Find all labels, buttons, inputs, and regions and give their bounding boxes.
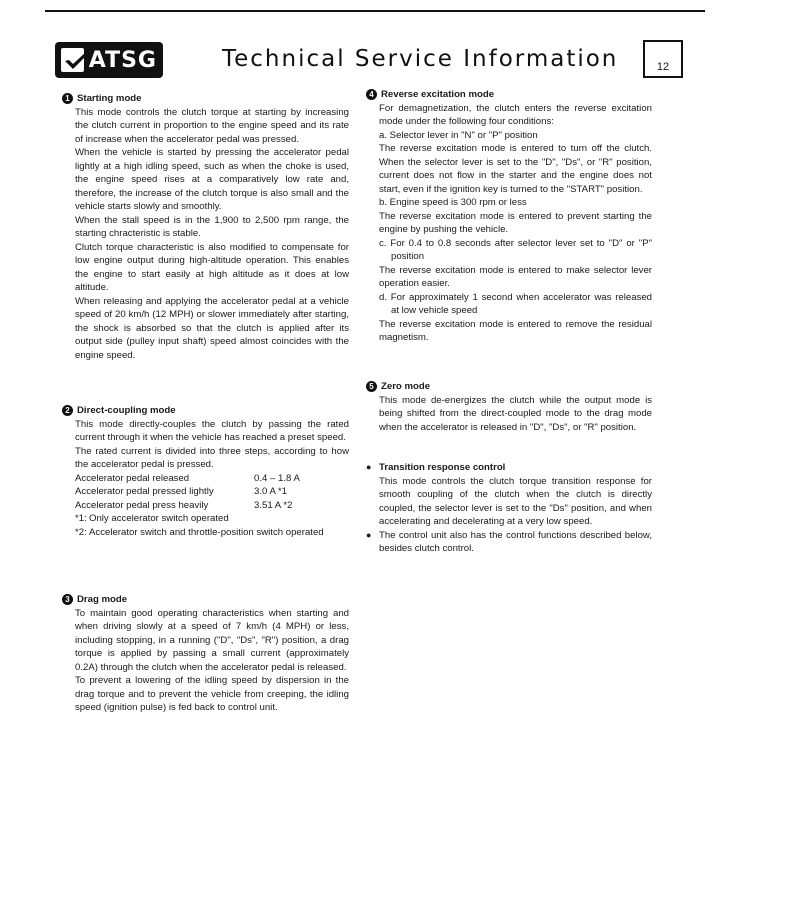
section-heading [366, 88, 652, 102]
current-table-row [75, 472, 349, 486]
footnote-key: *1: [75, 513, 87, 524]
section-title: Zero mode [381, 381, 431, 392]
current-table-row [75, 499, 349, 513]
paragraph: To maintain good operating characteristics when starting and when driving slowly at a speed of 7 km/h (4 MPH) or less, including stopping, in a running ("D", "Ds", "R") position, a drag torque is applied by passing a small current (approximately 0.2A) through the clutch when the accelerator pedal is released. [75, 607, 349, 673]
footnote-key: *2: [75, 526, 87, 538]
section-heading [62, 593, 349, 607]
page-title: Technical Service Information [222, 46, 619, 72]
section-transition-response-control [366, 461, 652, 556]
paragraph: The reverse excitation mode is entered to make selector lever operation easier. [379, 264, 652, 289]
row-value: 0.4 – 1.8 A [254, 472, 300, 484]
paragraph: When the vehicle is started by pressing the accelerator pedal lightly at a high idling speed, such as when the choke is used, the engine speed rises at a comparatively low rate and, therefore, the increase of the clutch torque is also small and the vehicle starts slowly and smoothly. [75, 147, 349, 212]
section-starting-mode [62, 92, 349, 362]
condition-item: c. For 0.4 to 0.8 seconds after selector lever set to "D" or "P" position [379, 237, 652, 262]
footnote-text: Only accelerator switch operated [89, 513, 229, 524]
top-rule [45, 10, 705, 12]
section-direct-coupling-mode [62, 404, 349, 539]
section-title: Reverse excitation mode [381, 89, 495, 100]
bullet-icon: ● [366, 529, 372, 540]
footnote [75, 512, 349, 526]
paragraph: When the stall speed is in the 1,900 to 2,500 rpm range, the starting chracteristic is stable. [75, 214, 349, 239]
row-value: 3.0 A *1 [254, 486, 288, 497]
section-heading [366, 380, 652, 394]
current-table-row [75, 485, 349, 499]
row-value: 3.51 A *2 [254, 499, 293, 511]
page-number-box [643, 40, 683, 78]
footnote [75, 526, 349, 540]
paragraph: This mode directly-couples the clutch by passing the rated current through it when the vehicle has reached a preset speed. [75, 418, 349, 443]
paragraph: The rated current is divided into three steps, according to how the accelerator pedal is pressed. [75, 445, 349, 470]
section-drag-mode [62, 593, 349, 715]
page-number: 12 [656, 61, 670, 73]
section-title: Direct-coupling mode [77, 405, 176, 416]
section-title: Drag mode [77, 594, 128, 605]
condition-item: d. For approximately 1 second when accelerator was released at low vehicle speed [379, 291, 652, 316]
paragraph: For demagnetization, the clutch enters the reverse excitation mode under the following four conditions: [379, 102, 652, 127]
paragraph: Clutch torque characteristic is also modified to compensate for low engine output during high-altitude operation. This enables the engine to start easily at high altitude as it does at low altitude. [75, 241, 349, 293]
paragraph: This mode controls the clutch torque transition response for smooth coupling of the clutch when the clutch is directly coupled, the selector lever is set to the "Ds" position, and when accelerating and decelerating at a very low speed. [379, 475, 652, 527]
paragraph: The control unit also has the control functions described below, besides clutch control. [379, 529, 652, 554]
bullet-icon: ● [366, 462, 372, 472]
section-heading [62, 404, 349, 418]
section-zero-mode [366, 380, 652, 434]
paragraph: When releasing and applying the accelerator pedal at a vehicle speed of 20 km/h (12 MPH) or slower immediately after starting, the shock is absorbed so that the clutch is applied after its output side (pulley input shaft) speed almost coincides with the engine speed. [75, 295, 349, 361]
paragraph: The reverse excitation mode is entered to remove the residual magnetism. [379, 318, 652, 343]
section-number-badge: 1 [62, 93, 73, 104]
section-number-badge: 2 [62, 405, 73, 416]
paragraph: This mode controls the clutch torque at starting by increasing the clutch current in proportion to the engine speed and its rate of increase when the accelerator pedal was pressed. [75, 106, 349, 145]
condition-item: b. Engine speed is 300 rpm or less [379, 197, 527, 208]
paragraph: The reverse excitation mode is entered to turn off the clutch. When the selector lever is set to the "D", "Ds", or "R" position, current does not flow in the starter and the engine does not start, even if the ignition key is turned to the "START" position. [379, 143, 652, 195]
row-label: Accelerator pedal released [75, 472, 190, 484]
atsg-logo [55, 42, 163, 78]
paragraph: The reverse excitation mode is entered to prevent starting the engine by pushing the vehicle. [379, 210, 652, 235]
section-number-badge: 3 [62, 594, 73, 605]
section-number-badge: 4 [366, 89, 377, 100]
paragraph: To prevent a lowering of the idling speed by dispersion in the drag torque and to prevent the vehicle from creeping, the idling speed (ignition pulse) is fed back to control unit. [75, 675, 349, 713]
section-heading [62, 92, 349, 106]
row-label: Accelerator pedal pressed lightly [75, 486, 214, 497]
section-number-badge: 5 [366, 381, 377, 392]
section-title: Transition response control [379, 462, 506, 473]
condition-item: a. Selector lever in "N" or "P" position [379, 129, 538, 141]
section-title: Starting mode [77, 93, 142, 104]
checkmark-logo-icon [61, 48, 84, 72]
row-label: Accelerator pedal press heavily [75, 499, 209, 511]
logo-text: ATSG [88, 47, 157, 73]
section-reverse-excitation-mode [366, 88, 652, 345]
paragraph: This mode de-energizes the clutch while the output mode is being shifted from the direct-coupled mode to the drag mode when the accelerator is released in "D", "Ds", or "R" position. [379, 394, 652, 433]
footnote-text: Accelerator switch and throttle-position switch operated [89, 526, 324, 538]
